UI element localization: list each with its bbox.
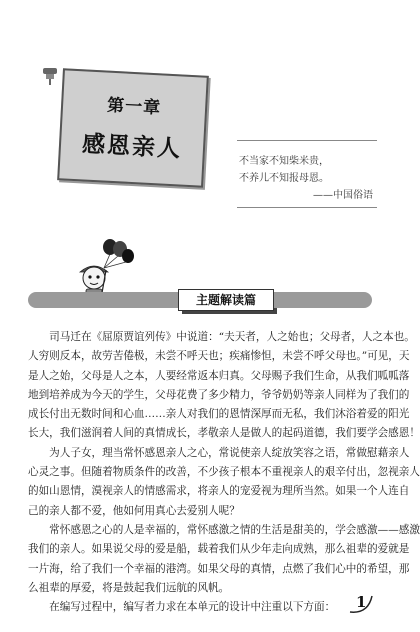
body-line: 成长付出无数时间和心血……亲人对我们的恩情深厚而无私，我们沐浴着爱的阳光 [28,408,410,421]
epigraph-line-2: 不养儿不知报母恩。 [239,173,329,184]
body-line: 一片海，给了我们一个幸福的港湾。如果父母的真情，点燃了我们心中的希望，那 [28,562,410,575]
body-line: 在编写过程中，编写者力求在本单元的设计中注重以下方面： [28,601,336,614]
epigraph-box [237,140,377,208]
body-text [28,328,420,617]
page-number: 1 [356,593,367,611]
body-line: 常怀感恩之心的人是幸福的，常怀感激之情的生活是甜美的，学会感激——感激 [28,523,420,536]
chapter-title: 感恩亲人 [81,131,183,163]
body-line: 心灵之事。但随着物质条件的改善，不少孩子根本不重视亲人的艰辛付出，忽视亲人 [28,466,420,479]
body-line: 司马迁在《屈原贾谊列传》中说道：“夫天者，人之始也；父母者，人之本也。 [28,331,415,343]
body-line: 我们的亲人。如果说父母的爱是船，载着我们从少年走向成熟，那么祖辈的爱就是 [28,543,410,556]
section-label: 主题解读篇 [178,289,274,311]
epigraph-attribution: ——中国俗语 [313,190,373,201]
body-line: 长大，我们滋润着人间的真情成长，孝敬亲人是做人的起码道德，我们要学会感恩！ [28,427,420,440]
epigraph-line-1: 不当家不知柴米贵， [239,156,329,167]
chapter-card [57,68,209,187]
chapter-label: 第一章 [106,95,162,119]
body-line: 是人之始，父母是人之本，人要经常返本归真。父母赐予我们生命，从我们呱呱落 [28,369,410,382]
body-line: 为人子女，理当常怀感恩亲人之心，常说使亲人绽放笑容之语，常做慰藉亲人 [28,446,410,459]
body-line: 么祖辈的厚爱，将是鼓起我们远航的风帆。 [28,581,230,594]
pushpin-icon [40,64,62,86]
body-line: 人穷则反本，故劳苦倦极，未尝不呼天也；疾痛惨怛，未尝不呼父母也。”可见，天 [28,350,410,363]
body-line: 地到培养成为今天的学生，父母花费了多少精力，爷爷奶奶等亲人同样为了我们的 [28,388,410,401]
body-line: 的如山恩情，漠视亲人的情感需求，将亲人的宠爱视为理所当然。如果一个人连自 [28,485,410,498]
section-banner [28,289,372,311]
body-line: 己的亲人都不爱，他如何用真心去爱别人呢？ [28,504,240,517]
